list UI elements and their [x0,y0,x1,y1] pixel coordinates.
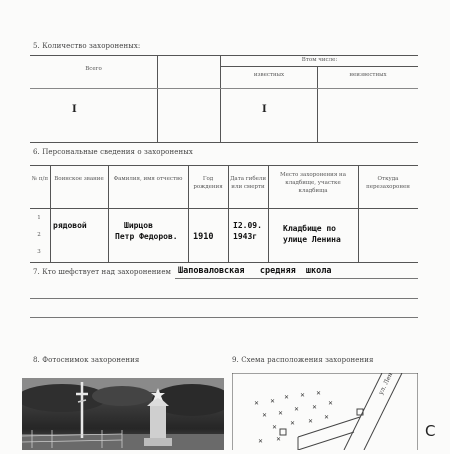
record-given-name: Петр Федоров. [115,232,178,241]
section-9-title: 9. Схема расположения захоронения [232,356,374,364]
section-5-title: 5. Количество захороненых: [33,42,141,50]
svg-text:✕: ✕ [270,398,276,405]
svg-text:✕: ✕ [262,412,268,419]
grave-photo-image [22,378,224,450]
num-header: № п/п [31,176,49,182]
svg-text:✕: ✕ [258,438,264,445]
burial-photo [22,378,224,450]
section-7-title: 7. Кто шефствует над захоронением [33,268,172,276]
total-value: I [72,104,77,115]
record-death-date: I2.09. [233,221,262,230]
svg-text:✕: ✕ [272,424,278,431]
section-6-title: 6. Персональные сведения о захороненых [33,148,193,156]
known-value: I [262,104,267,115]
place-header: Место захоронения на кладбище, участке кладбища [279,172,346,194]
svg-text:✕: ✕ [324,414,330,421]
record-surname: Ширцов [124,221,153,230]
svg-text:✕: ✕ [328,400,334,407]
location-scheme-drawing [232,373,418,450]
known-header: известных [253,72,285,78]
section-8-title: 8. Фотоснимок захоронения [33,356,140,364]
rank-header: Воинское звание [54,176,104,182]
street-label: ул. Ленина [377,373,400,396]
svg-text:✕: ✕ [276,436,282,443]
record-place-line2: улице Ленина [283,235,341,244]
svg-text:✕: ✕ [290,420,296,427]
in-number-header: Втом числе: [301,57,338,63]
death-header: Дата гибели или смерти [229,176,267,190]
svg-text:✕: ✕ [300,392,306,399]
record-death-year: 1943г [233,232,258,241]
patron-school: Шаповаловская средняя школа [178,266,332,276]
margin-mark: С [425,422,436,440]
row-number-2: 2 [37,232,41,238]
total-header: Всего [85,66,102,72]
burial-location-scheme [232,373,418,450]
svg-text:✕: ✕ [312,404,318,411]
record-place-line1: Кладбище по [283,224,336,233]
from-header: Откуда перезахоронен [366,176,410,190]
unknown-header: неизвестных [349,72,387,78]
row-number-3: 3 [37,249,41,255]
svg-text:✕: ✕ [254,400,260,407]
svg-text:✕: ✕ [316,390,322,397]
row-number-1: 1 [37,215,41,221]
svg-text:✕: ✕ [294,406,300,413]
record-rank: рядовой [53,221,87,230]
name-header: Фамилия, имя отчество [113,176,183,182]
svg-text:✕: ✕ [278,410,284,417]
svg-text:✕: ✕ [284,394,290,401]
record-birth-year: 1910 [193,232,214,242]
birth-header: Год рождения [193,176,223,190]
svg-text:✕: ✕ [308,418,314,425]
